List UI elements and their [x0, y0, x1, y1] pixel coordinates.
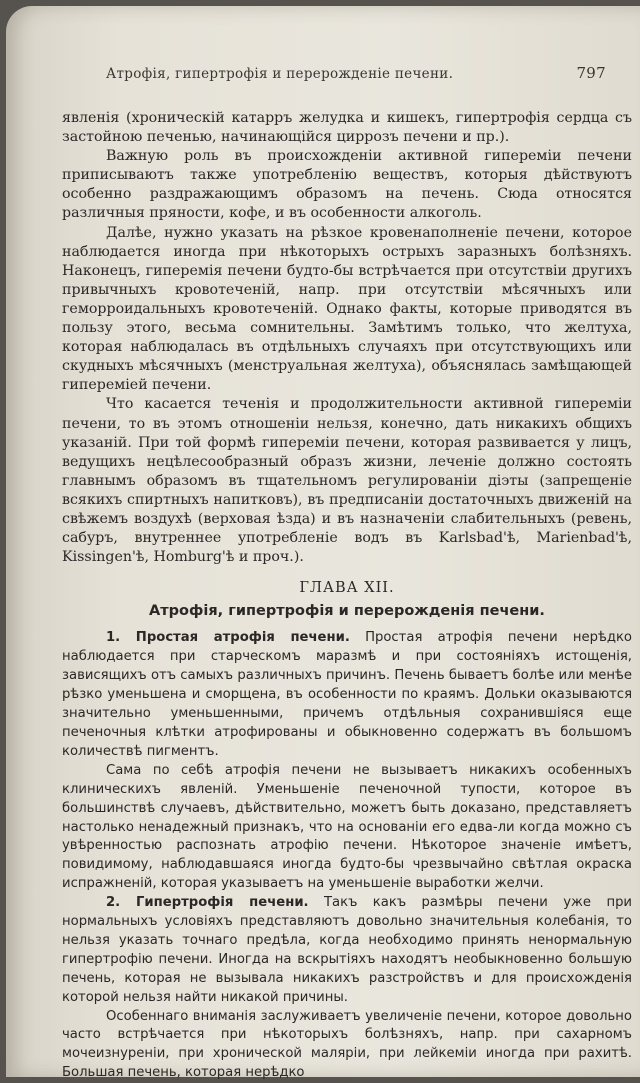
section-paragraph	[62, 1008, 632, 1083]
section-paragraph	[62, 629, 632, 761]
section-text: Простая атрофія печени нерѣдко наблюдается при старческомъ маразмѣ и при состояніяхъ истощенія, зависящихъ отъ самыхъ различныхъ причинъ. Печень бываетъ болѣе или менѣе рѣзко уменьшена и сморщена, въ особенности по краямъ. Дольки оказываются значительно уменьшенными, причемъ отдѣльныя сохранившіяся еще печеночныя клѣтки атрофированы и обыкновенно содержатъ въ большомъ количествѣ пигментъ.	[62, 630, 632, 759]
section-paragraph	[62, 894, 632, 1007]
paragraph: Важную роль въ происхожденіи активной гипереміи печени приписываютъ также употребленію веществъ, которыя дѣйствуютъ особенно раздражающимъ образомъ на печень. Сюда относятся различныя пряности, кофе, и въ особенности алкоголь.	[62, 148, 632, 222]
section-heading: 2. Гипертрофія печени.	[106, 895, 309, 911]
section-text: Сама по себѣ атрофія печени не вызываетъ никакихъ особенныхъ клиническихъ явленій. Уменьшеніе печеночной тупости, которое въ большинствѣ случаевъ, дѣйствительно, можетъ быть доказано, представляетъ настолько ненадежный признакъ, что на основаніи его едва-ли когда можно съ увѣренностью распознать атрофію печени. Нѣкоторое значеніе имѣетъ, повидимому, наблюдавшаяся иногда будто-бы чрезвычайно свѣтлая окраска испражненій, которая указываетъ на уменьшеніе выработки желчи.	[62, 762, 632, 892]
book-page	[6, 6, 640, 1081]
body-text	[62, 109, 632, 1083]
chapter-number: ГЛАВА XII.	[299, 580, 395, 597]
section-text: Особеннаго вниманія заслуживаетъ увеличеніе печени, которое довольно часто встрѣчается при нѣкоторыхъ болѣзняхъ, напр. при сахарномъ мочеизнуреніи, при хронической маляріи, при лейкеміи иногда при рахитѣ. Большая печень, которая нерѣдко	[62, 1008, 632, 1081]
section-heading: 1. Простая атрофія печени.	[106, 630, 350, 646]
paragraph: Что касается теченія и продолжительности активной гипереміи печени, то въ этомъ отношеніи нельзя, конечно, дать никакихъ общихъ указаній. При той формѣ гипереміи печени, которая развивается у лицъ, ведущихъ нецѣлесообразный образъ жизни, леченіе должно состоять главнымъ образомъ въ тщательномъ регулированіи діэты (запрещеніе всякихъ спиртныхъ напитковъ), въ предписаніи достаточныхъ движеній на свѣжемъ воздухѣ (верховая ѣзда) и въ назначеніи слабительныхъ (ревень, сабуръ, внутреннее употребленіе водъ въ Karlsbad'ѣ, Marienbad'ѣ, Kissingen'ѣ, Homburg'ѣ и проч.).	[62, 396, 632, 566]
chapter-title: Атрофія, гипертрофія и перерожденія печени.	[149, 603, 545, 620]
section-body	[62, 629, 632, 1083]
paragraph: Далѣе, нужно указать на рѣзкое кровенаполненіе печени, которое наблюдается иногда при нѣкоторыхъ острыхъ заразныхъ болѣзняхъ. Наконецъ, гиперемія печени будто-бы встрѣчается при отсутствіи другихъ привычныхъ кровотеченій, напр. при отсутствіи мѣсячныхъ или геморроидальныхъ кровотеченій. Однако факты, которые приводятся въ пользу этого, весьма сомнительны. Замѣтимъ только, что желтуха, которая наблюдалась въ отдѣльныхъ случаяхъ при отсутствующихъ или скудныхъ мѣсячныхъ (менструальная желтуха), объяснялась замѣщающей гипереміей печени.	[62, 224, 632, 394]
running-title: Атрофія, гипертрофія и перерожденіе печени.	[106, 66, 454, 82]
paragraph: явленія (хроническій катарръ желудка и кишекъ, гипертрофія сердца съ застойною печенью, начинающійся циррозъ печени и пр.).	[62, 110, 632, 146]
page-number: 797	[576, 64, 606, 82]
section-text: Такъ какъ размѣры печени уже при нормальныхъ условіяхъ представляютъ довольно значительныя колебанія, то нельзя указать точнаго предѣла, когда необходимо принять ненормальную гипертрофію печени. Иногда на вскрытіяхъ находятъ необыкновенно большую печень, которая не вызывала никакихъ разстройствъ и для происхожденія которой нельзя найти никакой причины.	[62, 895, 633, 1005]
section-paragraph	[62, 762, 632, 894]
